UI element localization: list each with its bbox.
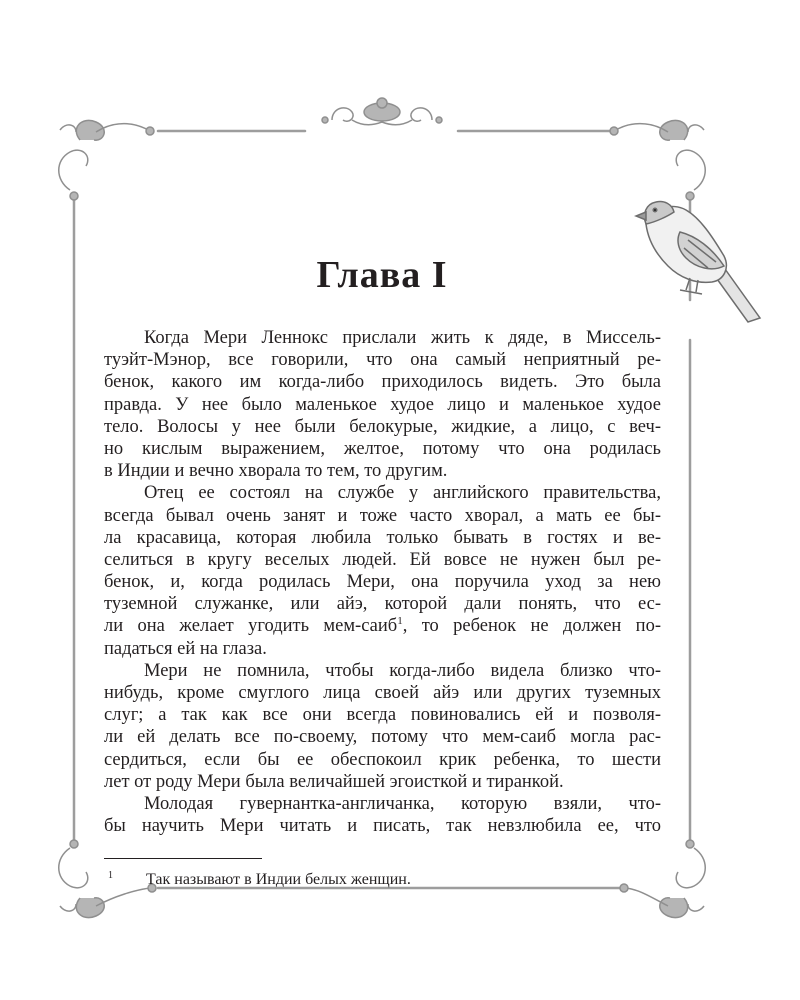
text-line: туэйт-Мэнор, все говорили, что она самый неприятный ре- [104, 350, 661, 371]
text-fragment: ли она желает угодить мем-саиб [104, 616, 398, 637]
text-line: бенок, какого им когда-либо приходилось видеть. Это была [104, 372, 661, 393]
text-line: бенок, и, когда родилась Мери, она поручила уход за нею [104, 572, 661, 593]
corner-ornament-bottom-right-icon [620, 840, 705, 918]
text-line: селиться в кругу веселых людей. Ей вовсе не нужен был ре- [104, 549, 661, 570]
text-line: ла красавица, которая любила только бывать в гостях и ве- [104, 527, 661, 548]
text-line: лет от роду Мери была величайшей эгоисткой и тиранкой. [104, 771, 564, 792]
footnote-ref: 1 [397, 615, 403, 628]
text-line-with-footnote [104, 615, 661, 637]
text-line: ли ей делать все по-своему, потому что мем-саиб могла рас- [104, 727, 661, 748]
text-line: но кислым выражением, желтое, потому что она родилась [104, 438, 661, 459]
text-line: Молодая гувернантка-англичанка, которую взяли, что- [144, 793, 661, 814]
footnote-divider [104, 858, 262, 859]
footnote [108, 865, 411, 891]
footnote-text: Так называют в Индии белых женщин. [146, 871, 411, 888]
top-center-ornament-icon [322, 98, 442, 125]
text-line: в Индии и вечно хворала то тем, то другим. [104, 461, 448, 482]
text-line: Мери не помнила, чтобы когда-либо видела близко что- [144, 660, 661, 681]
corner-ornament-top-right-icon [610, 120, 705, 200]
text-line: правда. У нее было маленькое худое лицо и маленькое худое [104, 394, 661, 415]
text-line: туземной служанке, или айэ, которой дали понять, что ес- [104, 594, 661, 615]
text-fragment: , то ребенок не должен по- [402, 616, 661, 637]
text-line: падаться ей на глаза. [104, 638, 267, 659]
corner-ornament-top-left-icon [59, 120, 154, 200]
text-line: слуг; а так как все они всегда повиновались ей и позволя- [104, 705, 661, 726]
text-line: нибудь, кроме смуглого лица своей айэ или других туземных [104, 683, 661, 703]
text-line: тело. Волосы у нее были белокурые, жидкие, а лицо, с веч- [104, 416, 661, 437]
footnote-number: 1 [108, 870, 113, 881]
text-line: сердиться, если бы ее обеспокоил крик ребенка, то шести [104, 749, 661, 770]
text-line: Когда Мери Леннокс прислали жить к дяде, в Миссель- [144, 328, 661, 348]
chapter-body [104, 327, 661, 837]
chapter-title: Глава I [316, 254, 448, 296]
text-line: Отец ее состоял на службе у английского правительства, [144, 483, 661, 504]
text-line: бы научить Мери читать и писать, так невзлюбила ее, что [104, 816, 661, 837]
text-line: всегда бывал очень занят и тоже часто хворал, а мать ее бы- [104, 505, 661, 526]
